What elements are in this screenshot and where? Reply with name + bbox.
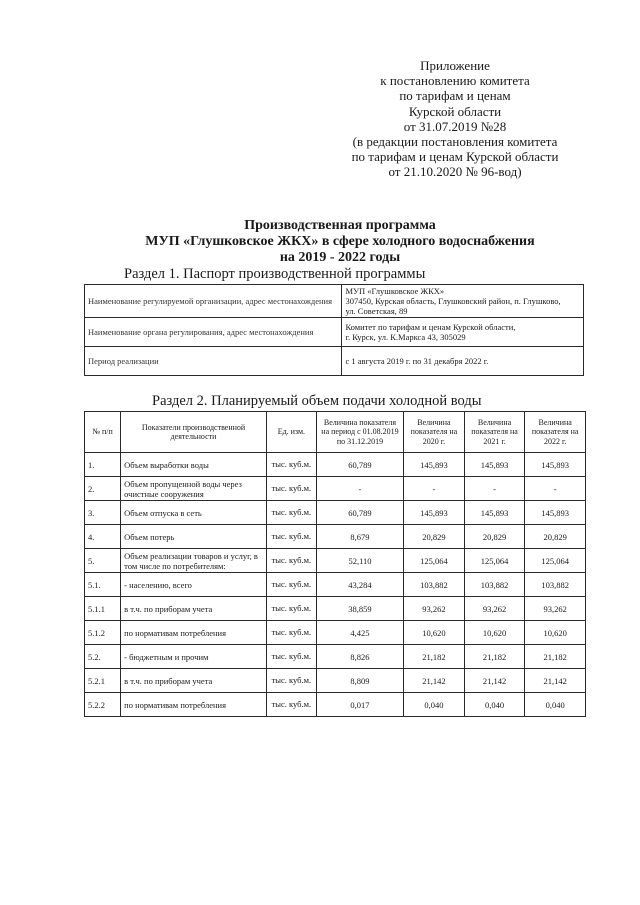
row-indicator: Объем потерь — [121, 525, 267, 549]
value-2021: 21,142 — [464, 669, 525, 693]
passport-label: Период реализации — [85, 347, 342, 376]
value-2020: 0,040 — [404, 693, 465, 717]
value-2019: 60,789 — [316, 453, 403, 477]
row-indicator: в т.ч. по приборам учета — [121, 597, 267, 621]
passport-value — [342, 347, 584, 376]
row-indicator: - населению, всего — [121, 573, 267, 597]
volume-table — [84, 411, 586, 717]
value-2019: 43,284 — [316, 573, 403, 597]
row-indicator: Объем выработки воды — [121, 453, 267, 477]
appendix-line: по тарифам и ценам — [399, 88, 511, 104]
value-2022: 21,182 — [525, 645, 586, 669]
value-2020: 145,893 — [404, 453, 465, 477]
document-title — [100, 218, 580, 266]
passport-label: Наименование органа регулирования, адрес местонахождения — [85, 318, 342, 347]
value-line: ул. Советская, 89 — [345, 306, 408, 316]
value-2021: - — [464, 477, 525, 501]
value-2021: 20,829 — [464, 525, 525, 549]
value-2019: 8,826 — [316, 645, 403, 669]
table-row — [85, 347, 584, 376]
value-2022: 103,882 — [525, 573, 586, 597]
row-unit: тыс. куб.м. — [266, 621, 316, 645]
table-row — [85, 597, 586, 621]
row-indicator: в т.ч. по приборам учета — [121, 669, 267, 693]
value-line: с 1 августа 2019 г. по 31 декабря 2022 г. — [345, 356, 489, 366]
value-2022: 20,829 — [525, 525, 586, 549]
appendix-block — [330, 58, 580, 180]
value-2020: 145,893 — [404, 501, 465, 525]
value-2020: 20,829 — [404, 525, 465, 549]
header-2019: Величина показателя на период с 01.08.2019 по 31.12.2019 — [316, 412, 403, 453]
table-row — [85, 453, 586, 477]
section-1-heading: Раздел 1. Паспорт производственной программы — [124, 266, 426, 282]
value-2022: - — [525, 477, 586, 501]
row-no: 5.1.2 — [85, 621, 121, 645]
appendix-line: Приложение — [420, 58, 490, 73]
appendix-line: к постановлению комитета — [380, 73, 530, 89]
section-2-heading: Раздел 2. Планируемый объем подачи холодной воды — [152, 393, 482, 409]
table-row — [85, 318, 584, 347]
appendix-line: от 31.07.2019 №28 — [403, 118, 507, 134]
header-no: № п/п — [85, 412, 121, 453]
value-2019: 52,110 — [316, 549, 403, 573]
table-row — [85, 645, 586, 669]
table-row — [85, 501, 586, 525]
value-2021: 103,882 — [464, 573, 525, 597]
value-2022: 0,040 — [525, 693, 586, 717]
value-2020: 21,182 — [404, 645, 465, 669]
header-2020: Величина показателя на 2020 г. — [404, 412, 465, 453]
value-2019: 60,789 — [316, 501, 403, 525]
value-line: г. Курск, ул. К.Маркса 43, 305029 — [345, 332, 466, 342]
value-2020: 103,882 — [404, 573, 465, 597]
value-2021: 0,040 — [464, 693, 525, 717]
row-unit: тыс. куб.м. — [266, 573, 316, 597]
value-2022: 145,893 — [525, 501, 586, 525]
row-no: 5.2. — [85, 645, 121, 669]
row-unit: тыс. куб.м. — [266, 669, 316, 693]
row-no: 3. — [85, 501, 121, 525]
appendix-line: Курской области — [408, 103, 502, 119]
title-line-2: МУП «Глушковское ЖКХ» в сфере холодного водоснабжения — [145, 234, 535, 249]
row-unit: тыс. куб.м. — [266, 597, 316, 621]
value-2022: 10,620 — [525, 621, 586, 645]
title-line-1: Производственная программа — [244, 218, 436, 233]
appendix-line: по тарифам и ценам Курской области — [351, 149, 559, 165]
value-2021: 145,893 — [464, 501, 525, 525]
row-unit: тыс. куб.м. — [266, 501, 316, 525]
value-2019: 8,679 — [316, 525, 403, 549]
value-2022: 93,262 — [525, 597, 586, 621]
row-unit: тыс. куб.м. — [266, 549, 316, 573]
table-header-row — [85, 412, 586, 453]
row-indicator: Объем отпуска в сеть — [121, 501, 267, 525]
row-indicator: по нормативам потребления — [121, 621, 267, 645]
row-no: 5.1. — [85, 573, 121, 597]
table-row — [85, 549, 586, 573]
table-row — [85, 621, 586, 645]
row-indicator: - бюджетным и прочим — [121, 645, 267, 669]
passport-table — [84, 284, 584, 376]
row-no: 5.1.1 — [85, 597, 121, 621]
value-2022: 21,142 — [525, 669, 586, 693]
row-indicator: Объем реализации товаров и услуг, в том числе по потребителям: — [121, 549, 267, 573]
table-row — [85, 693, 586, 717]
value-2020: 125,064 — [404, 549, 465, 573]
value-2021: 10,620 — [464, 621, 525, 645]
passport-value — [342, 285, 584, 318]
value-2022: 125,064 — [525, 549, 586, 573]
value-2019: 4,425 — [316, 621, 403, 645]
value-2020: 10,620 — [404, 621, 465, 645]
passport-value — [342, 318, 584, 347]
value-line: Комитет по тарифам и ценам Курской области, — [345, 322, 516, 332]
row-no: 2. — [85, 477, 121, 501]
table-row — [85, 477, 586, 501]
header-indicator: Показатели производственной деятельности — [121, 412, 267, 453]
table-row — [85, 669, 586, 693]
value-2022: 145,893 — [525, 453, 586, 477]
row-unit: тыс. куб.м. — [266, 453, 316, 477]
row-unit: тыс. куб.м. — [266, 693, 316, 717]
value-2021: 93,262 — [464, 597, 525, 621]
value-2019: 38,859 — [316, 597, 403, 621]
value-2019: - — [316, 477, 403, 501]
row-unit: тыс. куб.м. — [266, 645, 316, 669]
value-2020: 93,262 — [404, 597, 465, 621]
passport-label: Наименование регулируемой организации, адрес местонахождения — [85, 285, 342, 318]
value-2021: 21,182 — [464, 645, 525, 669]
row-unit: тыс. куб.м. — [266, 525, 316, 549]
table-row — [85, 285, 584, 318]
appendix-line: от 21.10.2020 № 96-вод) — [388, 164, 522, 180]
row-no: 1. — [85, 453, 121, 477]
volume-table-body — [85, 453, 586, 717]
value-2020: 21,142 — [404, 669, 465, 693]
header-2022: Величина показателя на 2022 г. — [525, 412, 586, 453]
row-no: 5. — [85, 549, 121, 573]
row-unit: тыс. куб.м. — [266, 477, 316, 501]
row-no: 4. — [85, 525, 121, 549]
value-2020: - — [404, 477, 465, 501]
row-no: 5.2.1 — [85, 669, 121, 693]
header-2021: Величина показателя на 2021 г. — [464, 412, 525, 453]
value-2021: 145,893 — [464, 453, 525, 477]
value-2019: 8,809 — [316, 669, 403, 693]
value-line: 307450, Курская область, Глушковский район, п. Глушково, — [345, 296, 561, 306]
row-indicator: по нормативам потребления — [121, 693, 267, 717]
header-unit: Ед. изм. — [266, 412, 316, 453]
row-indicator: Объем пропущенной воды через очистные сооружения — [121, 477, 267, 501]
table-row — [85, 573, 586, 597]
value-line: МУП «Глушковское ЖКХ» — [345, 286, 445, 296]
row-no: 5.2.2 — [85, 693, 121, 717]
value-2021: 125,064 — [464, 549, 525, 573]
appendix-line: (в редакции постановления комитета — [352, 134, 558, 150]
value-2019: 0,017 — [316, 693, 403, 717]
table-row — [85, 525, 586, 549]
title-line-3: на 2019 - 2022 годы — [279, 250, 401, 265]
